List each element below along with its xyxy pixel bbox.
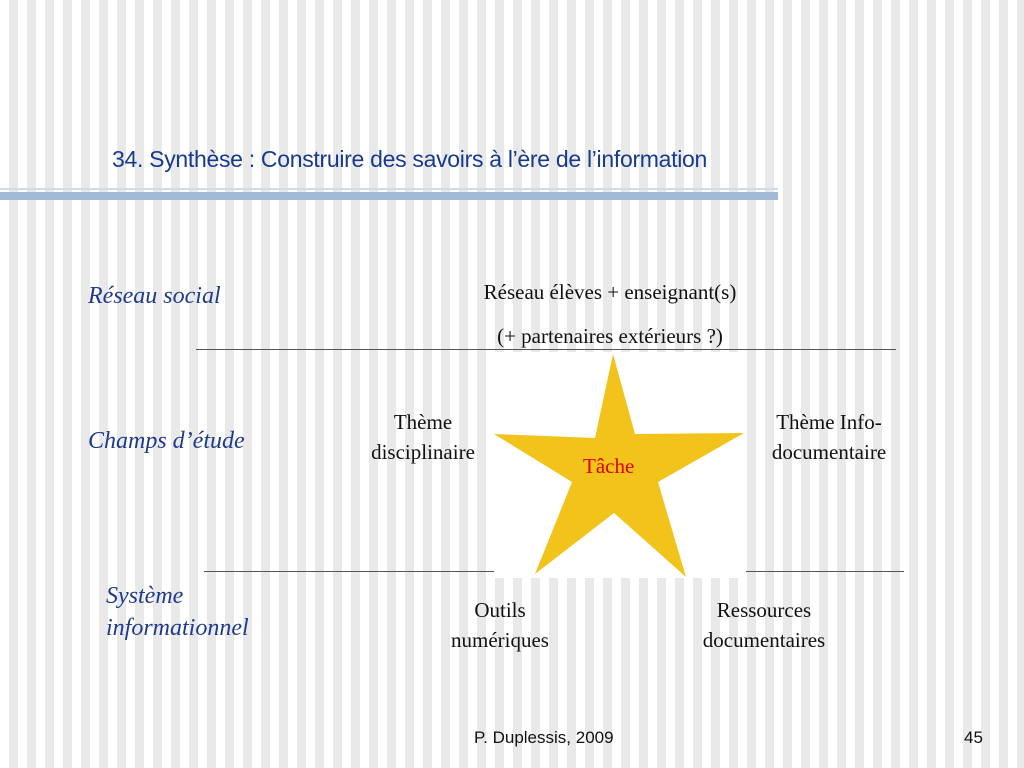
reseau-line2: (+ partenaires extérieurs ?) [497,324,723,348]
theme-info-line1: Thème Info- [776,410,882,434]
theme-info-documentaire [748,407,910,467]
row-label-reseau-social: Réseau social [88,283,221,309]
row-label-systeme-informationnel [106,580,249,644]
row-label-champs-etude: Champs d’étude [88,428,245,454]
row-label-systeme-line1: Système [106,583,184,609]
outils-numeriques [420,595,580,655]
title-underline-bar [0,192,778,200]
theme-disciplinaire-line2: disciplinaire [371,440,475,464]
reseau-line1: Réseau élèves + enseignant(s) [483,280,737,304]
slide-title: 34. Synthèse : Construire des savoirs à l’ère de l’information [112,146,708,172]
ressources-line2: documentaires [702,628,826,652]
title-underline-highlight [0,188,778,190]
outils-line2: numériques [451,628,549,652]
ressources-documentaires [676,595,852,655]
theme-info-line2: documentaire [771,440,887,464]
reseau-text [430,270,790,358]
slide-number: 45 [964,728,983,747]
row-label-systeme-line2: informationnel [106,615,249,641]
ressources-line1: Ressources [716,598,812,622]
theme-disciplinaire-line1: Thème [393,410,453,434]
divider-top [196,349,896,350]
footer-author: P. Duplessis, 2009 [474,728,614,747]
outils-line1: Outils [474,598,526,622]
theme-disciplinaire [350,407,496,467]
tache-label: Tâche [583,454,635,478]
